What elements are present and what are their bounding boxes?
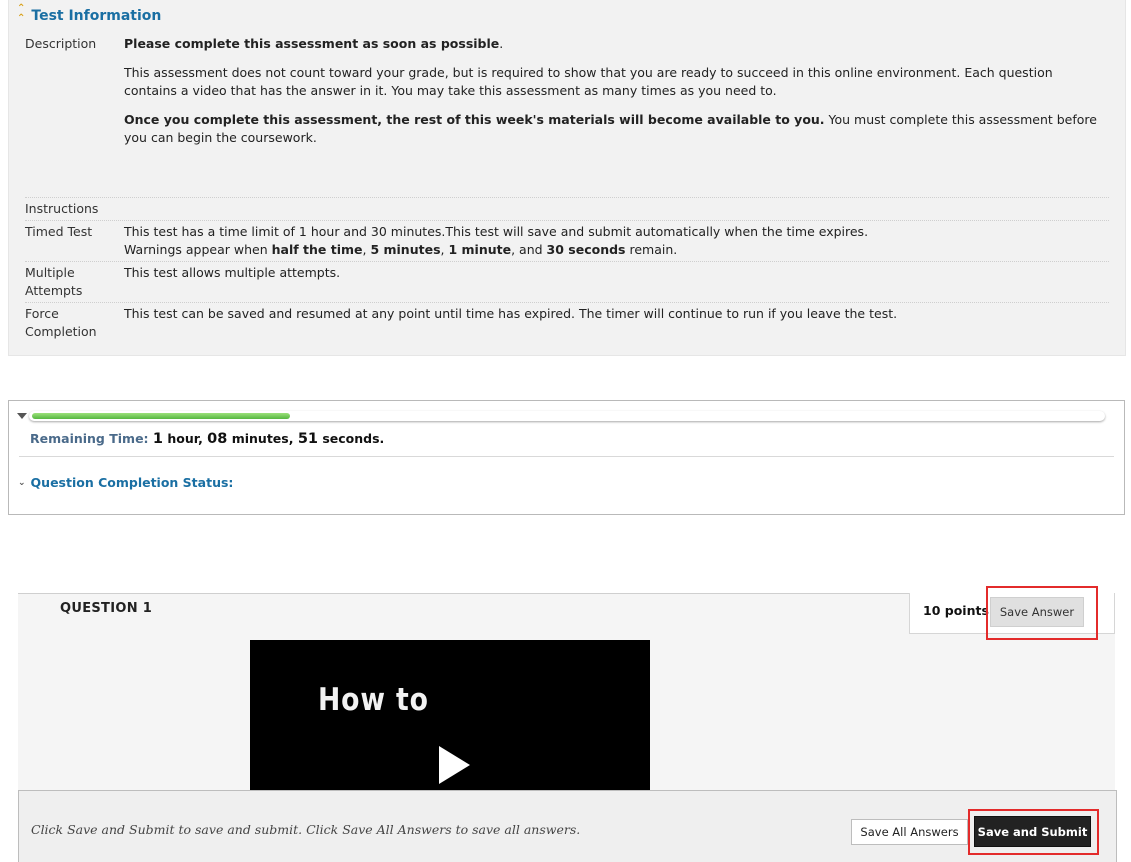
time-progress-fill — [32, 413, 290, 419]
test-information-panel — [8, 0, 1126, 356]
collapse-up-icon[interactable]: ⌃ ⌃ — [17, 3, 26, 24]
remaining-time — [30, 430, 384, 448]
timed-test-line-1: This test has a time limit of 1 hour and 30 minutes.This test will save and submit automatically when the time expires. — [124, 224, 869, 239]
save-answer-button[interactable]: Save Answer — [990, 597, 1084, 627]
time-progress-bar — [29, 411, 1105, 421]
question-completion-status-label[interactable]: Question Completion Status: — [30, 475, 234, 490]
description-row — [25, 35, 1109, 195]
remaining-seconds: 51 — [297, 431, 318, 447]
force-completion-label-2: Completion — [25, 324, 97, 339]
timed-test-label: Timed Test — [25, 224, 93, 239]
warn-one: 1 minute — [448, 242, 512, 257]
remaining-hours-unit: hour, — [163, 431, 208, 446]
description-paragraph-2: This assessment does not count toward your grade, but is required to show that you are ready to succeed in this online environment. Each question contains a video that has the answer in it. You may take this assessment as many times as you need to. — [124, 65, 1053, 98]
save-and-submit-button[interactable]: Save and Submit — [974, 816, 1091, 847]
remaining-minutes-unit: minutes, — [227, 431, 298, 446]
warn-and: , and — [511, 242, 547, 257]
description-bold-1: Please complete this assessment as soon as possible — [124, 36, 500, 51]
multiple-attempts-value: This test allows multiple attempts. — [124, 265, 341, 280]
question-title: QUESTION 1 — [60, 601, 153, 616]
multiple-attempts-label-1: Multiple — [25, 265, 75, 280]
warn-comma-1: , — [362, 242, 371, 257]
instructions-row — [25, 197, 1109, 220]
warn-remain: remain. — [625, 242, 678, 257]
remaining-minutes: 08 — [207, 431, 228, 447]
multiple-attempts-row — [25, 261, 1109, 302]
timed-test-line-2 — [124, 241, 1109, 259]
test-information-header[interactable] — [17, 4, 161, 26]
force-completion-label-1: Force — [25, 306, 59, 321]
force-completion-row — [25, 302, 1109, 343]
multiple-attempts-label-2: Attempts — [25, 283, 83, 298]
force-completion-label — [25, 305, 115, 341]
warn-half: half the time — [271, 242, 363, 257]
expand-down-icon[interactable]: ⌄ — [18, 477, 26, 488]
description-paragraph-1 — [124, 35, 1109, 53]
save-all-answers-button[interactable]: Save All Answers — [851, 819, 968, 845]
timed-test-row — [25, 220, 1109, 261]
play-icon[interactable] — [439, 746, 470, 784]
collapse-triangle-icon[interactable] — [17, 413, 27, 419]
description-rest-3: You must complete this assessment before you can begin the coursework. — [124, 112, 1097, 145]
remaining-seconds-unit: seconds. — [318, 431, 385, 446]
instructions-label: Instructions — [25, 201, 99, 216]
question-completion-status-toggle[interactable] — [18, 475, 233, 490]
description-paragraph-3 — [124, 111, 1109, 147]
submit-hint: Click Save and Submit to save and submit. Click Save All Answers to save all answers. — [31, 822, 581, 837]
warn-thirty: 30 seconds — [546, 242, 626, 257]
description-label: Description — [25, 36, 97, 51]
question-points: 10 points — [923, 603, 989, 618]
description-end-1: . — [499, 36, 504, 51]
warn-comma-2: , — [440, 242, 449, 257]
timed-test-value — [124, 223, 1109, 259]
multiple-attempts-label — [25, 264, 115, 300]
description-value — [124, 35, 1109, 147]
video-title-text: How to — [318, 682, 429, 718]
remaining-time-label: Remaining Time: — [30, 431, 149, 446]
warn-pre: Warnings appear when — [124, 242, 272, 257]
remaining-hours: 1 — [152, 431, 163, 447]
force-completion-value: This test can be saved and resumed at any point until time has expired. The timer will continue to run if you leave the test. — [124, 306, 898, 321]
timer-panel — [8, 400, 1125, 515]
description-bold-3: Once you complete this assessment, the rest of this week's materials will become available to you. — [124, 112, 825, 127]
video-player[interactable] — [250, 640, 650, 790]
warn-five: 5 minutes — [370, 242, 441, 257]
timer-divider — [19, 456, 1114, 457]
test-information-title[interactable]: Test Information — [31, 8, 162, 24]
